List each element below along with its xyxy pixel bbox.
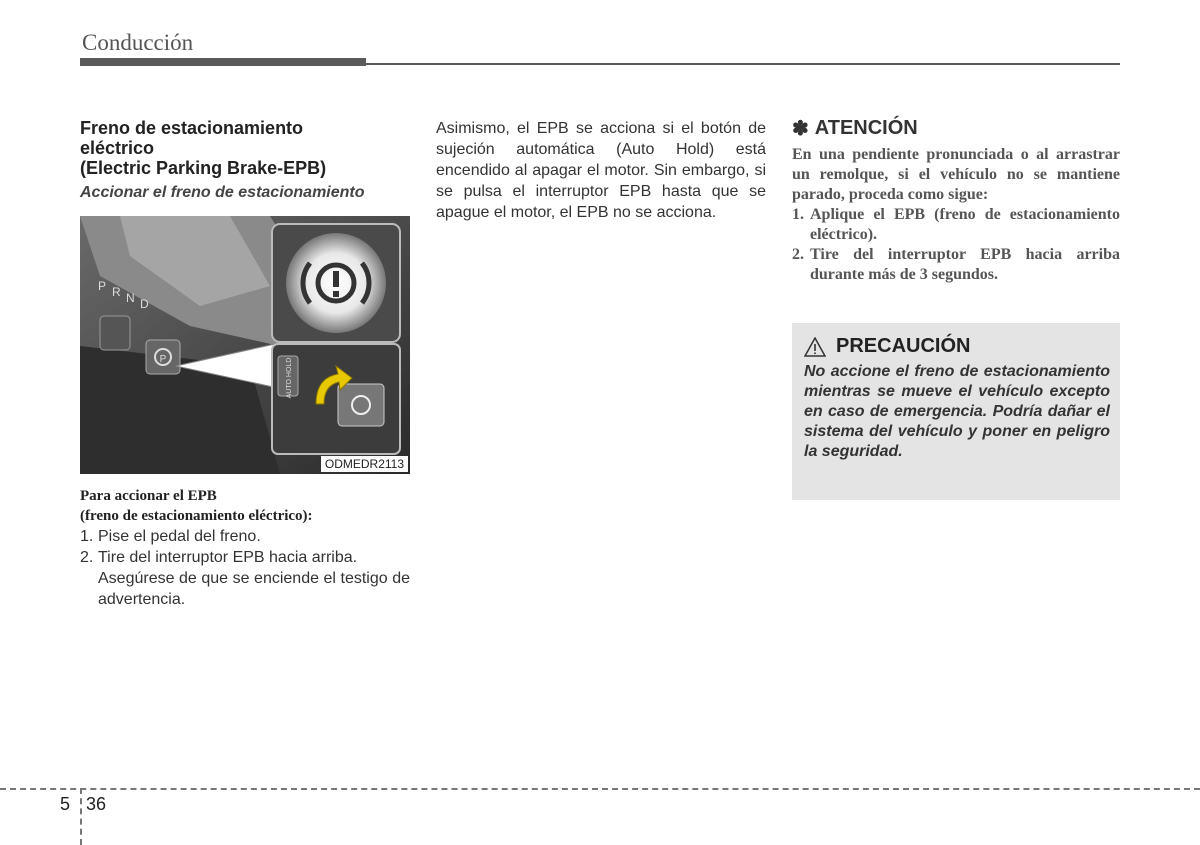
steps-list [80, 526, 410, 610]
section-title-line-1: Freno de estacionamiento [80, 118, 304, 138]
attention-item-1 [792, 205, 1120, 245]
chapter-number: 5 [60, 794, 71, 814]
step-2-note: Asegúrese de que se enciende el testigo de advertencia. [98, 570, 410, 608]
step-2-text: Tire del interruptor EPB hacia arriba. [98, 549, 358, 566]
gear-letter-d: D [140, 297, 149, 311]
attention-item-1-text: Aplique el EPB (freno de estacionamiento eléctrico). [810, 206, 1120, 243]
step-2-number: 2. [80, 549, 94, 566]
step-1 [80, 526, 410, 547]
attention-item-2 [792, 245, 1120, 285]
steps-heading-line-1: Para accionar el EPB [80, 488, 217, 504]
attention-item-2-number: 2. [792, 246, 804, 263]
header-rule-thin [366, 63, 1120, 65]
epb-switch-photo [80, 216, 410, 474]
auto-hold-button [100, 316, 130, 350]
left-column [80, 118, 410, 202]
caution-heading [804, 335, 1110, 358]
step-1-text: Pise el pedal del freno. [98, 528, 261, 545]
warning-triangle-icon [804, 337, 826, 357]
attention-title: ATENCIÓN [814, 117, 918, 139]
footer-vertical-dashed-rule [80, 788, 82, 845]
image-code: ODMEDR2113 [321, 456, 408, 472]
step-1-number: 1. [80, 528, 94, 545]
section-title [80, 118, 410, 178]
attention-heading [792, 116, 1120, 141]
gear-letter-r: R [112, 285, 121, 299]
section-title-line-2: eléctrico [80, 138, 155, 158]
caution-body: No accione el freno de estacionamiento mientras se mueve el vehículo excepto en caso de emergencia. Podría dañar el sistema del vehículo y poner en peligro la seguridad. [804, 363, 1110, 460]
page-header-title: Conducción [82, 30, 194, 55]
gear-letter-p: P [98, 279, 107, 293]
gear-letter-n: N [126, 291, 135, 305]
attention-body [792, 145, 1120, 285]
attention-item-1-number: 1. [792, 206, 804, 223]
section-title-line-3: (Electric Parking Brake-EPB) [80, 158, 327, 178]
console-illustration [80, 216, 410, 474]
caution-box [792, 323, 1120, 500]
epb-switch-letter: P [159, 354, 167, 365]
section-subtitle: Accionar el freno de estacionamiento [80, 184, 365, 201]
steps-heading-line-2: (freno de estacionamiento eléctrico): [80, 508, 313, 524]
asterisk-icon: ✽ [792, 118, 809, 140]
page-number: 36 [86, 794, 107, 814]
attention-intro: En una pendiente pronunciada o al arrastrar un remolque, si el vehículo no se mantiene parado, proceda como sigue: [792, 146, 1120, 203]
middle-paragraph: Asimismo, el EPB se acciona si el botón de sujeción automática (Auto Hold) está encendido al apagar el motor. Sin embargo, si se pulsa el interruptor EPB hasta que se apague el motor, el EPB no se acciona. [436, 120, 766, 221]
step-2 [80, 547, 410, 568]
steps-heading [80, 486, 410, 526]
header-rule-thick [80, 58, 366, 66]
epb-switch-closeup [338, 384, 384, 426]
footer-dashed-rule [0, 788, 1200, 790]
attention-block [792, 116, 1120, 285]
caution-title: PRECAUCIÓN [836, 335, 971, 357]
auto-hold-label: AUTO HOLD [286, 357, 293, 399]
attention-item-2-text: Tire del interruptor EPB hacia arriba durante más de 3 segundos. [810, 246, 1120, 283]
